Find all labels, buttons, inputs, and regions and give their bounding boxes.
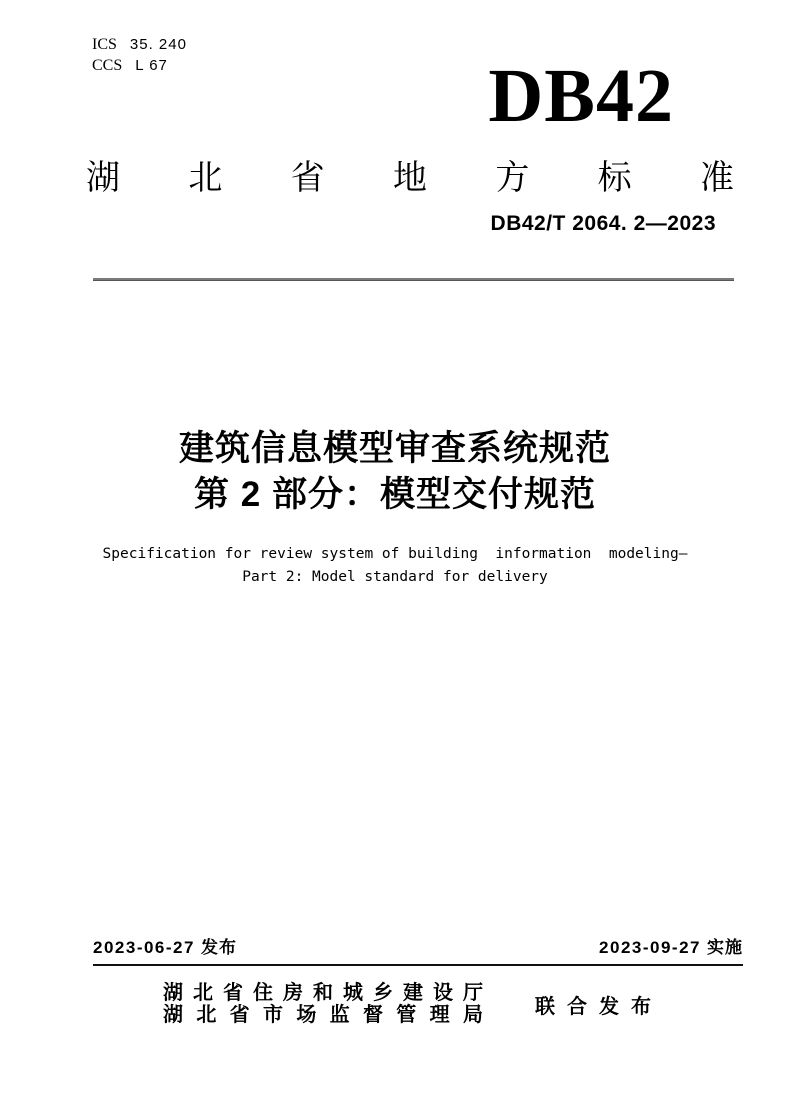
publisher-line-2: 湖 北 省 市 场 监 督 管 理 局 (163, 1004, 483, 1026)
header-divider-rule (93, 278, 734, 281)
ccs-value: L 67 (135, 57, 168, 74)
issue-label: 发布 (200, 938, 237, 957)
title-line-1: 建筑信息模型审查系统规范 (178, 429, 611, 468)
ccs-label: CCS (92, 57, 123, 74)
date-row (93, 933, 743, 966)
english-subtitle (0, 543, 790, 589)
publisher-line-1: 湖 北 省 住 房 和 城 乡 建 设 厅 (163, 982, 483, 1004)
publisher-names (163, 983, 483, 1026)
standard-code: DB42/T 2064. 2—2023 (490, 212, 716, 235)
classification-codes (92, 36, 187, 78)
ccs-row (92, 57, 187, 78)
joint-release-label: 联 合 发 布 (535, 996, 651, 1018)
db42-logo: DB42 (488, 54, 674, 138)
subtitle-line-2: Part 2: Model standard for delivery (242, 569, 548, 585)
standard-type-title: 湖 北 省 地 方 标 准 (86, 159, 734, 197)
implement-date-item (599, 933, 743, 958)
implement-date: 2023-09-27 (599, 938, 701, 957)
document-title (0, 426, 790, 518)
issue-date: 2023-06-27 (93, 938, 195, 957)
implement-label: 实施 (707, 938, 743, 957)
subtitle-line-1: Specification for review system of building information modeling— (102, 546, 688, 562)
ics-value: 35. 240 (129, 36, 187, 53)
ics-label: ICS (92, 36, 117, 53)
publisher-section (12, 983, 790, 1026)
ics-row (92, 36, 187, 57)
issue-date-item (93, 933, 237, 958)
title-line-2: 第 2 部分：模型交付规范 (194, 475, 596, 514)
